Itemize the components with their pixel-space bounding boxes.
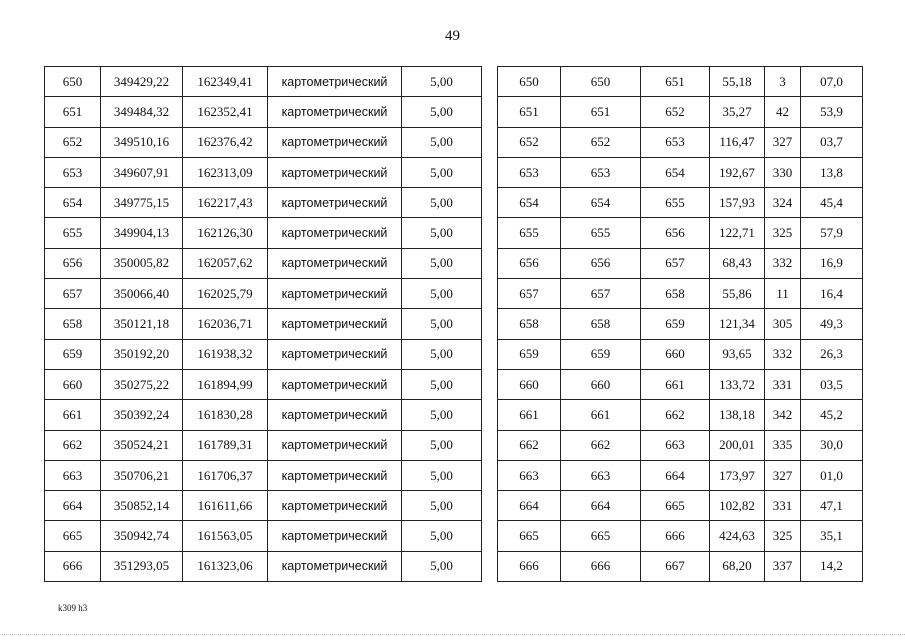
table-row (498, 400, 863, 430)
accuracy-cell: 5,00 (402, 127, 482, 157)
from-point-cell: 662 (561, 430, 641, 460)
from-point-cell: 657 (561, 279, 641, 309)
method-cell: картометрический (268, 279, 402, 309)
table-row (45, 400, 482, 430)
method-cell: картометрический (268, 369, 402, 399)
from-point-cell: 660 (561, 369, 641, 399)
footer-code: k309 h3 (58, 603, 88, 613)
row-number-cell: 662 (498, 430, 561, 460)
point-number-cell: 656 (45, 248, 101, 278)
distance-cell: 192,67 (710, 157, 765, 187)
table-row (498, 430, 863, 460)
to-point-cell: 652 (641, 97, 710, 127)
accuracy-cell: 5,00 (402, 460, 482, 490)
distance-cell: 102,82 (710, 491, 765, 521)
method-cell: картометрический (268, 248, 402, 278)
table-row (45, 309, 482, 339)
degrees-cell: 327 (765, 127, 801, 157)
degrees-cell: 325 (765, 218, 801, 248)
point-number-cell: 654 (45, 188, 101, 218)
minutes-cell: 07,0 (801, 67, 863, 97)
x-coordinate-cell: 349484,32 (101, 97, 183, 127)
from-point-cell: 655 (561, 218, 641, 248)
x-coordinate-cell: 349607,91 (101, 157, 183, 187)
coordinates-table (44, 66, 482, 582)
row-number-cell: 665 (498, 521, 561, 551)
from-point-cell: 665 (561, 521, 641, 551)
distance-cell: 116,47 (710, 127, 765, 157)
accuracy-cell: 5,00 (402, 551, 482, 581)
degrees-cell: 331 (765, 369, 801, 399)
point-number-cell: 661 (45, 400, 101, 430)
point-number-cell: 660 (45, 369, 101, 399)
point-number-cell: 650 (45, 67, 101, 97)
from-point-cell: 659 (561, 339, 641, 369)
to-point-cell: 666 (641, 521, 710, 551)
degrees-cell: 330 (765, 157, 801, 187)
row-number-cell: 663 (498, 460, 561, 490)
point-number-cell: 666 (45, 551, 101, 581)
method-cell: картометрический (268, 339, 402, 369)
y-coordinate-cell: 162036,71 (183, 309, 268, 339)
method-cell: картометрический (268, 491, 402, 521)
minutes-cell: 57,9 (801, 218, 863, 248)
minutes-cell: 13,8 (801, 157, 863, 187)
method-cell: картометрический (268, 218, 402, 248)
row-number-cell: 650 (498, 67, 561, 97)
row-number-cell: 666 (498, 551, 561, 581)
x-coordinate-cell: 350942,74 (101, 521, 183, 551)
y-coordinate-cell: 162057,62 (183, 248, 268, 278)
x-coordinate-cell: 350706,21 (101, 460, 183, 490)
minutes-cell: 14,2 (801, 551, 863, 581)
degrees-cell: 3 (765, 67, 801, 97)
method-cell: картометрический (268, 551, 402, 581)
table-row (45, 248, 482, 278)
to-point-cell: 653 (641, 127, 710, 157)
table-row (498, 551, 863, 581)
minutes-cell: 35,1 (801, 521, 863, 551)
from-point-cell: 653 (561, 157, 641, 187)
method-cell: картометрический (268, 460, 402, 490)
table-row (45, 430, 482, 460)
x-coordinate-cell: 350275,22 (101, 369, 183, 399)
x-coordinate-cell: 350121,18 (101, 309, 183, 339)
y-coordinate-cell: 161894,99 (183, 369, 268, 399)
segments-table (497, 66, 863, 582)
table-row (498, 157, 863, 187)
row-number-cell: 664 (498, 491, 561, 521)
table-row (45, 218, 482, 248)
accuracy-cell: 5,00 (402, 248, 482, 278)
point-number-cell: 651 (45, 97, 101, 127)
minutes-cell: 49,3 (801, 309, 863, 339)
table-row (498, 491, 863, 521)
degrees-cell: 332 (765, 248, 801, 278)
x-coordinate-cell: 349429,22 (101, 67, 183, 97)
x-coordinate-cell: 350524,21 (101, 430, 183, 460)
from-point-cell: 652 (561, 127, 641, 157)
row-number-cell: 659 (498, 339, 561, 369)
degrees-cell: 335 (765, 430, 801, 460)
row-number-cell: 653 (498, 157, 561, 187)
method-cell: картометрический (268, 400, 402, 430)
degrees-cell: 327 (765, 460, 801, 490)
minutes-cell: 16,9 (801, 248, 863, 278)
distance-cell: 133,72 (710, 369, 765, 399)
method-cell: картометрический (268, 97, 402, 127)
table-row (498, 97, 863, 127)
x-coordinate-cell: 350066,40 (101, 279, 183, 309)
from-point-cell: 650 (561, 67, 641, 97)
accuracy-cell: 5,00 (402, 157, 482, 187)
x-coordinate-cell: 350852,14 (101, 491, 183, 521)
from-point-cell: 651 (561, 97, 641, 127)
table-row (498, 339, 863, 369)
point-number-cell: 659 (45, 339, 101, 369)
table-row (498, 369, 863, 399)
table-row (498, 460, 863, 490)
table-row (498, 248, 863, 278)
table-row (498, 218, 863, 248)
to-point-cell: 651 (641, 67, 710, 97)
from-point-cell: 666 (561, 551, 641, 581)
point-number-cell: 657 (45, 279, 101, 309)
from-point-cell: 656 (561, 248, 641, 278)
to-point-cell: 665 (641, 491, 710, 521)
table-row (45, 127, 482, 157)
table-row (498, 521, 863, 551)
accuracy-cell: 5,00 (402, 279, 482, 309)
accuracy-cell: 5,00 (402, 369, 482, 399)
page-number: 49 (445, 28, 460, 44)
to-point-cell: 659 (641, 309, 710, 339)
point-number-cell: 658 (45, 309, 101, 339)
accuracy-cell: 5,00 (402, 339, 482, 369)
to-point-cell: 662 (641, 400, 710, 430)
table-row (45, 279, 482, 309)
method-cell: картометрический (268, 430, 402, 460)
to-point-cell: 658 (641, 279, 710, 309)
table-row (45, 157, 482, 187)
distance-cell: 173,97 (710, 460, 765, 490)
to-point-cell: 664 (641, 460, 710, 490)
degrees-cell: 325 (765, 521, 801, 551)
x-coordinate-cell: 349904,13 (101, 218, 183, 248)
point-number-cell: 653 (45, 157, 101, 187)
minutes-cell: 03,7 (801, 127, 863, 157)
point-number-cell: 662 (45, 430, 101, 460)
accuracy-cell: 5,00 (402, 188, 482, 218)
table-row (45, 491, 482, 521)
point-number-cell: 664 (45, 491, 101, 521)
distance-cell: 157,93 (710, 188, 765, 218)
accuracy-cell: 5,00 (402, 491, 482, 521)
table-row (45, 97, 482, 127)
table-row (498, 188, 863, 218)
distance-cell: 122,71 (710, 218, 765, 248)
accuracy-cell: 5,00 (402, 67, 482, 97)
minutes-cell: 45,4 (801, 188, 863, 218)
distance-cell: 68,20 (710, 551, 765, 581)
degrees-cell: 332 (765, 339, 801, 369)
minutes-cell: 30,0 (801, 430, 863, 460)
distance-cell: 138,18 (710, 400, 765, 430)
from-point-cell: 663 (561, 460, 641, 490)
distance-cell: 55,86 (710, 279, 765, 309)
row-number-cell: 656 (498, 248, 561, 278)
degrees-cell: 331 (765, 491, 801, 521)
from-point-cell: 664 (561, 491, 641, 521)
scan-artifact-line (0, 634, 905, 635)
x-coordinate-cell: 351293,05 (101, 551, 183, 581)
x-coordinate-cell: 349510,16 (101, 127, 183, 157)
x-coordinate-cell: 349775,15 (101, 188, 183, 218)
degrees-cell: 305 (765, 309, 801, 339)
row-number-cell: 651 (498, 97, 561, 127)
from-point-cell: 661 (561, 400, 641, 430)
table-row (45, 369, 482, 399)
to-point-cell: 667 (641, 551, 710, 581)
accuracy-cell: 5,00 (402, 309, 482, 339)
table-row (45, 339, 482, 369)
distance-cell: 424,63 (710, 521, 765, 551)
accuracy-cell: 5,00 (402, 218, 482, 248)
row-number-cell: 661 (498, 400, 561, 430)
y-coordinate-cell: 161706,37 (183, 460, 268, 490)
degrees-cell: 342 (765, 400, 801, 430)
y-coordinate-cell: 161323,06 (183, 551, 268, 581)
table-row (45, 460, 482, 490)
minutes-cell: 47,1 (801, 491, 863, 521)
to-point-cell: 663 (641, 430, 710, 460)
y-coordinate-cell: 161611,66 (183, 491, 268, 521)
y-coordinate-cell: 161563,05 (183, 521, 268, 551)
to-point-cell: 656 (641, 218, 710, 248)
method-cell: картометрический (268, 157, 402, 187)
to-point-cell: 654 (641, 157, 710, 187)
row-number-cell: 652 (498, 127, 561, 157)
distance-cell: 55,18 (710, 67, 765, 97)
minutes-cell: 53,9 (801, 97, 863, 127)
table-row (498, 127, 863, 157)
to-point-cell: 657 (641, 248, 710, 278)
accuracy-cell: 5,00 (402, 97, 482, 127)
degrees-cell: 11 (765, 279, 801, 309)
y-coordinate-cell: 161830,28 (183, 400, 268, 430)
to-point-cell: 660 (641, 339, 710, 369)
table-row (498, 279, 863, 309)
y-coordinate-cell: 162126,30 (183, 218, 268, 248)
method-cell: картометрический (268, 188, 402, 218)
accuracy-cell: 5,00 (402, 430, 482, 460)
degrees-cell: 324 (765, 188, 801, 218)
accuracy-cell: 5,00 (402, 521, 482, 551)
distance-cell: 200,01 (710, 430, 765, 460)
point-number-cell: 665 (45, 521, 101, 551)
from-point-cell: 658 (561, 309, 641, 339)
y-coordinate-cell: 162217,43 (183, 188, 268, 218)
y-coordinate-cell: 162025,79 (183, 279, 268, 309)
y-coordinate-cell: 161938,32 (183, 339, 268, 369)
row-number-cell: 658 (498, 309, 561, 339)
minutes-cell: 16,4 (801, 279, 863, 309)
row-number-cell: 660 (498, 369, 561, 399)
table-row (45, 521, 482, 551)
method-cell: картометрический (268, 67, 402, 97)
accuracy-cell: 5,00 (402, 400, 482, 430)
method-cell: картометрический (268, 309, 402, 339)
table-row (45, 551, 482, 581)
table-row (498, 67, 863, 97)
minutes-cell: 01,0 (801, 460, 863, 490)
table-row (45, 188, 482, 218)
y-coordinate-cell: 162352,41 (183, 97, 268, 127)
row-number-cell: 657 (498, 279, 561, 309)
to-point-cell: 655 (641, 188, 710, 218)
y-coordinate-cell: 161789,31 (183, 430, 268, 460)
point-number-cell: 663 (45, 460, 101, 490)
to-point-cell: 661 (641, 369, 710, 399)
point-number-cell: 655 (45, 218, 101, 248)
x-coordinate-cell: 350192,20 (101, 339, 183, 369)
x-coordinate-cell: 350392,24 (101, 400, 183, 430)
minutes-cell: 26,3 (801, 339, 863, 369)
point-number-cell: 652 (45, 127, 101, 157)
table-row (45, 67, 482, 97)
y-coordinate-cell: 162313,09 (183, 157, 268, 187)
from-point-cell: 654 (561, 188, 641, 218)
distance-cell: 121,34 (710, 309, 765, 339)
degrees-cell: 42 (765, 97, 801, 127)
method-cell: картометрический (268, 521, 402, 551)
table-row (498, 309, 863, 339)
minutes-cell: 03,5 (801, 369, 863, 399)
method-cell: картометрический (268, 127, 402, 157)
minutes-cell: 45,2 (801, 400, 863, 430)
distance-cell: 35,27 (710, 97, 765, 127)
distance-cell: 68,43 (710, 248, 765, 278)
y-coordinate-cell: 162376,42 (183, 127, 268, 157)
x-coordinate-cell: 350005,82 (101, 248, 183, 278)
degrees-cell: 337 (765, 551, 801, 581)
row-number-cell: 655 (498, 218, 561, 248)
row-number-cell: 654 (498, 188, 561, 218)
y-coordinate-cell: 162349,41 (183, 67, 268, 97)
distance-cell: 93,65 (710, 339, 765, 369)
